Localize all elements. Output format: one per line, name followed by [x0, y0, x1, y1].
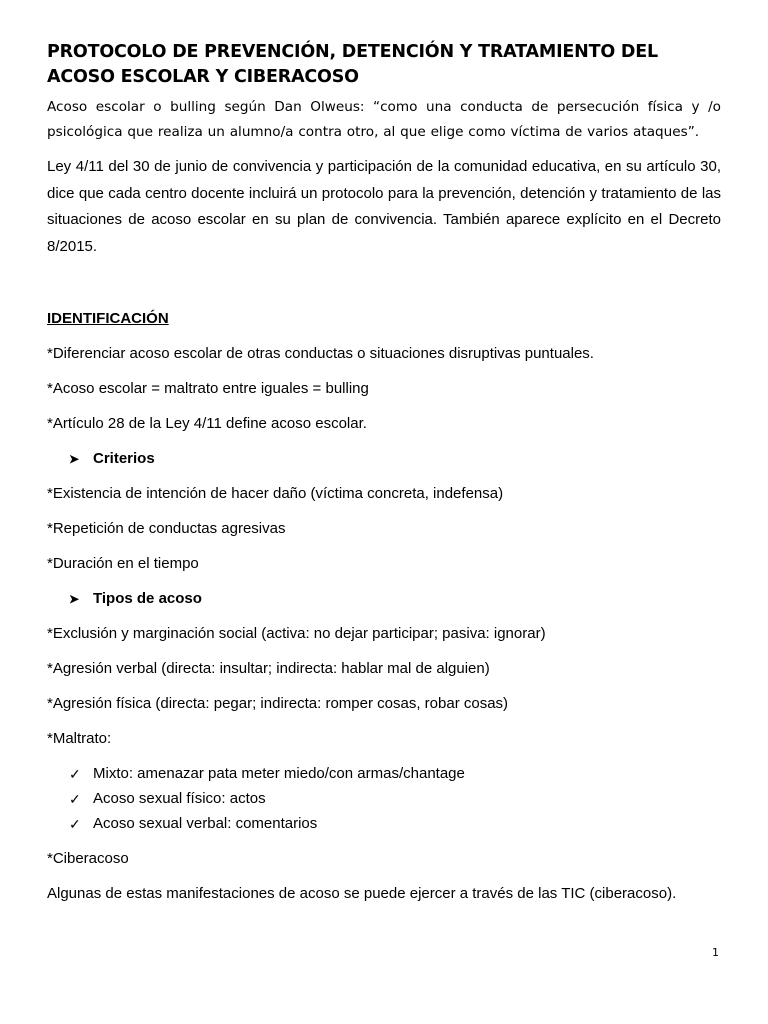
list-item	[69, 814, 721, 834]
document-title: PROTOCOLO DE PREVENCIÓN, DETENCIÓN Y TRATAMIENTO DEL ACOSO ESCOLAR Y CIBERACOSO	[47, 42, 658, 87]
maltrato-list	[47, 764, 721, 834]
document-body	[47, 40, 721, 919]
checkmark-bullet-icon: ✓	[69, 766, 81, 782]
tipos-subheading	[47, 589, 721, 609]
list-item	[69, 764, 721, 784]
ciberacoso-item: *Ciberacoso	[47, 850, 129, 867]
tipo-item-maltrato: *Maltrato:	[47, 730, 112, 747]
tipos-label: Tipos de acoso	[93, 590, 202, 607]
closing-paragraph: Algunas de estas manifestaciones de acoso se puede ejercer a través de las TIC (ciberacoso).	[47, 885, 677, 902]
law-paragraph: Ley 4/11 del 30 de junio de convivencia y participación de la comunidad educativa, en su artículo 30, dice que cada centro docente incluirá un protocolo para la prevención, detención y tratamiento de las situaciones de acoso escolar en su plan de convivencia. También aparece explícito en el Decreto 8/2015.	[47, 158, 721, 255]
criterio-item: *Existencia de intención de hacer daño (víctima concreta, indefensa)	[47, 485, 504, 502]
checkmark-bullet-icon: ✓	[69, 816, 81, 832]
olweus-definition: Acoso escolar o bulling según Dan Olweus: “como una conducta de persecución física y /o psicológica que realiza un alumno/a contra otro, al que elige como víctima de varios ataques”.	[47, 99, 721, 140]
identificacion-item: *Acoso escolar = maltrato entre iguales = bulling	[47, 380, 369, 397]
criterio-item: *Duración en el tiempo	[47, 555, 199, 572]
arrowhead-bullet-icon: ➤	[69, 452, 80, 466]
tipo-item: *Exclusión y marginación social (activa: no dejar participar; pasiva: ignorar)	[47, 625, 546, 642]
criterios-subheading	[47, 449, 721, 469]
tipo-item: *Agresión verbal (directa: insultar; indirecta: hablar mal de alguien)	[47, 660, 490, 677]
identificacion-item: *Diferenciar acoso escolar de otras conductas o situaciones disruptivas puntuales.	[47, 345, 594, 362]
checkmark-bullet-icon: ✓	[69, 791, 81, 807]
list-item	[69, 789, 721, 809]
identificacion-item: *Artículo 28 de la Ley 4/11 define acoso escolar.	[47, 415, 367, 432]
tipo-item: *Agresión física (directa: pegar; indirecta: romper cosas, robar cosas)	[47, 695, 509, 712]
section-heading-identificacion: IDENTIFICACIÓN	[47, 310, 169, 327]
maltrato-item-text: Acoso sexual verbal: comentarios	[93, 815, 318, 832]
arrowhead-bullet-icon: ➤	[69, 592, 80, 606]
page-number: 1	[712, 946, 719, 959]
maltrato-item-text: Mixto: amenazar pata meter miedo/con armas/chantage	[93, 765, 465, 782]
maltrato-item-text: Acoso sexual físico: actos	[93, 790, 266, 807]
criterios-label: Criterios	[93, 450, 155, 467]
criterio-item: *Repetición de conductas agresivas	[47, 520, 286, 537]
